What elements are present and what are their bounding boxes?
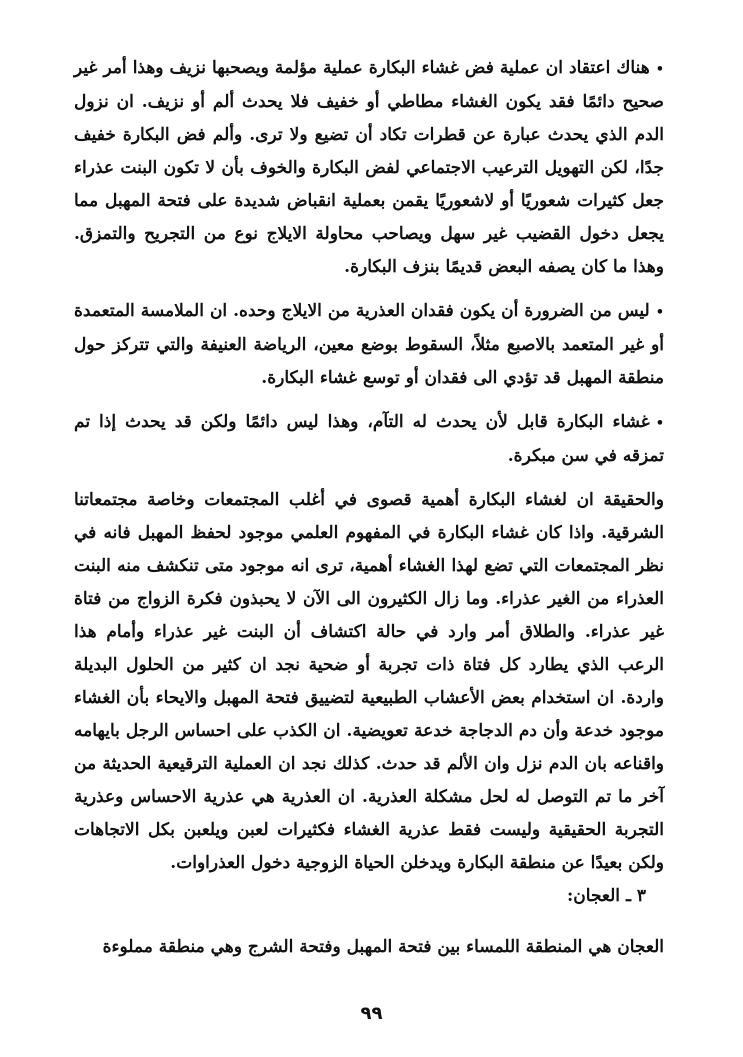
bullet-marker: •: [655, 416, 664, 431]
bullet-text-3: غشاء البكارة قابل لأن يحدث له التآم، وهذا ليس دائمًا ولكن قد يحدث إذا تم تمزقه في سن مبكرة.: [74, 412, 664, 466]
bullet-paragraph-3: [74, 406, 664, 473]
section-heading: ٣ ـ العجان:: [567, 886, 646, 906]
final-line: العجان هي المنطقة اللمساء بين فتحة المهبل وفتحة الشرج وهي منطقة مملوءة: [102, 937, 664, 957]
document-body: [74, 52, 664, 964]
bullet-text-2: ليس من الضرورة أن يكون فقدان العذرية من الايلاج وحده. ان الملامسة المتعمدة أو غير المتعمد بالاصبع مثلاً، السقوط بوضع معين، الرياضة العنيفة والتي تتركز حول منطقة المهبل قد تؤدي الى فقدان أو توسع غشاء البكارة.: [74, 301, 664, 388]
page-number: ٩٩: [360, 1003, 383, 1024]
bullet-marker: •: [655, 305, 664, 320]
bullet-paragraph-2: [74, 295, 664, 395]
bullet-paragraph-1: [74, 52, 664, 284]
body-paragraph: والحقيقة ان لغشاء البكارة أهمية قصوى في أغلب المجتمعات وخاصة مجتمعاتنا الشرقية. واذا كان غشاء البكارة في المفهوم العلمي موجود لحفظ المهبل فانه في نظر المجتمعات التي تضع لهذا الغشاء أهمية، ترى انه موجود متى تنكشف منه البنت العذراء من الغير عذراء. وما زال الكثيرون الى الآن لا يحبذون فكرة الزواج من فتاة غير عذراء. والطلاق أمر وارد في حالة اكتشاف أن البنت غير عذراء وأمام هذا الرعب الذي يطارد كل فتاة ذات تجربة أو ضحية نجد ان كثير من الحلول البديلة واردة. ان استخدام بعض الأعشاب الطبيعية لتضييق فتحة المهبل والايحاء بأن الغشاء موجود خدعة وأن دم الدجاجة خدعة تعويضية. ان الكذب على احساس الرجل بايهامه واقناعه بان الدم نزل وان الألم قد حدث. كذلك نجد ان العملية الترقيعية الحديثة من آخر ما تم التوصل له لحل مشكلة العذرية. ان العذرية هي عذرية الاحساس وعذرية التجربة الحقيقية وليست فقط عذرية الغشاء فكثيرات لعبن ويلعبن بكل الاتجاهات ولكن بعيدًا عن منطقة البكارة ويدخلن الحياة الزوجية دخول العذراوات.: [74, 490, 664, 873]
bullet-marker: •: [655, 62, 664, 77]
bullet-text-1: هناك اعتقاد ان عملية فض غشاء البكارة عملية مؤلمة ويصحبها نزيف وهذا أمر غير صحيح دائمًا فقد يكون الغشاء مطاطي أو خفيف فلا يحدث ألم أو نزيف. ان نزول الدم الذي يحدث عبارة عن قطرات تكاد أن تضيع ولا ترى. وألم فض البكارة خفيف جدًا، لكن التهويل الترعيب الاجتماعي لفض البكارة والخوف بأن لا تكون البنت عذراء جعل كثيرات شعوريًا أو لاشعوريًا يقمن بعملية انقباض شديدة على فتحة المهبل مما يجعل دخول القضيب غير سهل ويصاحب محاولة الايلاج نوع من التجريح والتمزق. وهذا ما كان يصفه البعض قديمًا بنزف البكارة.: [74, 58, 664, 277]
